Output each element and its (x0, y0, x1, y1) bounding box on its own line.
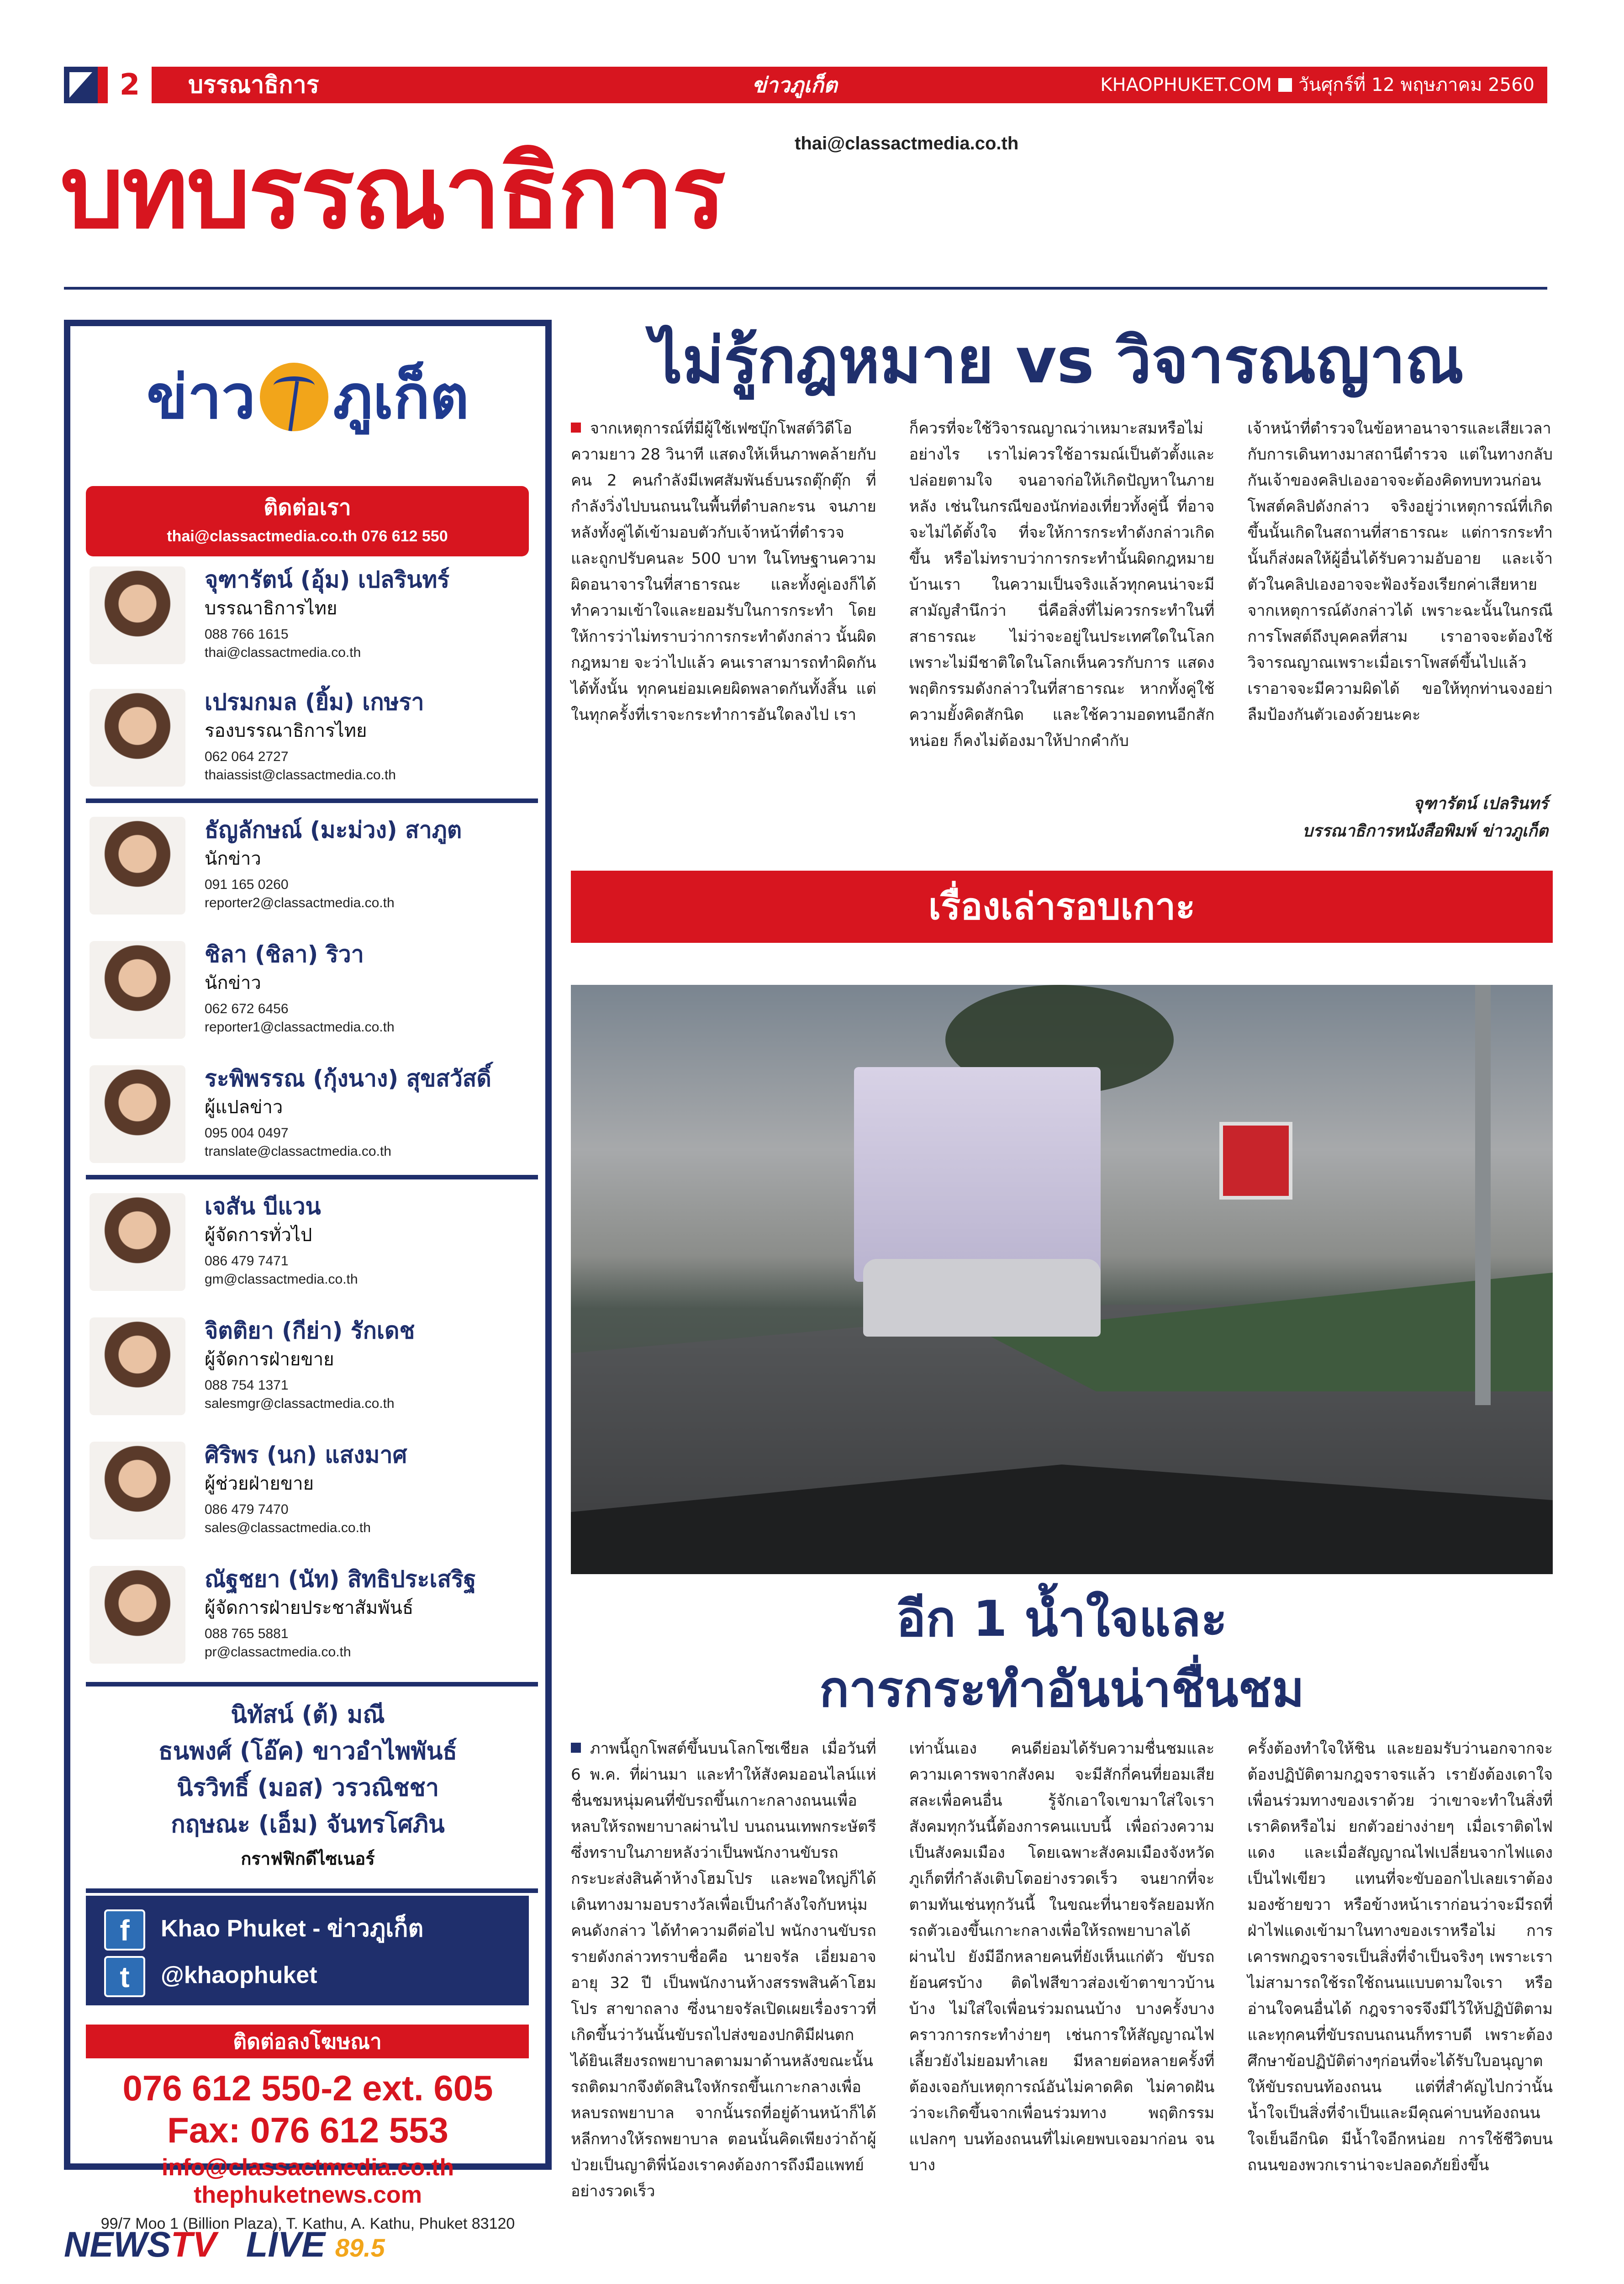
story-column (571, 1736, 876, 2275)
story-section-bar: เรื่องเล่ารอบเกาะ (571, 871, 1553, 943)
social-box (86, 1896, 529, 2005)
editorial-text: จากเหตุการณ์ที่มีผู้ใช้เฟซบุ๊กโพสต์วิดีโอความยาว 28 วินาที แสดงให้เห็นภาพคล้ายกับคน 2 คนกำลังมีเพศสัมพันธ์บนรถตุ๊กตุ๊ก ที่กำลังวิ่งไปบนถนนในพื้นที่ตำบลกะรน จนภายหลังทั้งคู่ได้เข้ามอบตัวกับเจ้าหน้าที่ตำรวจ และถูกปรับคนละ 500 บาท ในโทษฐานความผิดอนาจารในที่สาธารณะ และทั้งคู่เองก็ได้ทำความเข้าใจและยอมรับในการกระทำ โดยให้การว่าไม่ทราบว่าการกระทำดังกล่าว นั้นผิดกฎหมาย จะว่าไปแล้ว คนเราสามารถทำผิดกันได้ทั้งนั้น ทุกคนย่อมเคยผิดพลาดกันทั้งสิ้น แต่ในทุกครั้งที่เราจะกระทำการอันใดลงไป เรา (571, 419, 876, 724)
contact-line[interactable]: thai@classactmedia.co.th 076 612 550 (167, 528, 448, 545)
signature-role: บรรณาธิการหนังสือพิมพ์ ข่าวภูเก็ต (1302, 822, 1548, 841)
staff-role: ผู้จัดการฝ่ายขาย (205, 1349, 334, 1370)
staff-role: ผู้จัดการฝ่ายประชาสัมพันธ์ (205, 1597, 414, 1618)
twitter-link[interactable] (104, 1952, 317, 1998)
twitter-label: @khaophuket (161, 1962, 317, 1988)
editorial-title: ไม่รู้กฎหมาย vs วิจารณญาณ (650, 324, 1464, 397)
photo-pole (1475, 985, 1491, 1405)
staff-card (86, 1564, 538, 1672)
navy-bullet-icon (571, 1743, 581, 1753)
staff-role: บรรณาธิการไทย (205, 598, 337, 619)
page-number: 2 (108, 67, 152, 103)
staff-divider (86, 798, 538, 803)
staff-phone: 088 754 1371 (205, 1378, 289, 1393)
photo-store-sign (1219, 1122, 1292, 1200)
editorial-column: ก็ควรที่จะใช้วิจารณญาณว่าเหมาะสมหรือไม่ อย่างไร เราไม่ควรใช้อารมณ์เป็นตัวตั้งและปล่อยตามใจ จนอาจก่อให้เกิดปัญหาในภายหลัง เช่นในกรณีของนักท่องเที่ยวทั้งคู่นี้ ที่อาจจะไม่ได้ตั้งใจ ที่จะให้การกระทำดังกล่าวเกิดขึ้น หรือไม่ทราบว่าการกระทำนั้นผิดกฎหมายบ้านเรา ในความเป็นจริงแล้วทุกคนน่าจะมีสามัญสำนึกว่า นี่คือสิ่งที่ไม่ควรกระทำในที่สาธารณะ ไม่ว่าจะอยู่ในประเทศใดในโลก เพราะไม่มีชาติใดในโลกเห็นควรกับการ แสดงพฤติกรรมดังกล่าวในที่สาธารณะ หากทั้งคู่ใช้ความยั้งคิดสักนิด และใช้ความอดทนอีกสักหน่อย ก็คงไม่ต้องมาให้ปากคำกับ (909, 419, 1215, 750)
designer-name: ธนพงศ์ (โอ๊ค) ขาวอำไพพันธ์ (158, 1738, 457, 1765)
masthead-logo: ข่าวภูเก็ต (752, 73, 838, 97)
editorial-column: เจ้าหน้าที่ตำรวจในข้อหาอนาจารและเสียเวลากับการเดินทางมาสถานีตำรวจ แต่ในทางกลับกันเจ้าของคลิปเองอาจจะต้องคิดทบทวนก่อนโพสต์คลิปดังกล่าว จริงอยู่ว่าเหตุการณ์ที่เกิดขึ้นนั้นเกิดในสถานที่สาธารณะ แต่การกระทำนั้นก็ส่งผลให้ผู้อื่นได้รับความอับอาย และเจ้าตัวในคลิปเองอาจจะฟ้องร้องเรียกค่าเสียหายจากเหตุการณ์ดังกล่าวได้ เพราะฉะนั้นในกรณีการโพสต์ถึงบุคคลที่สาม เราอาจจะต้องใช้วิจารณญาณเพราะเมื่อเราโพสต์ขึ้นไปแล้ว เราอาจจะมีความผิดได้ ขอให้ทุกท่านจงอย่าลืมป้องกันตัวเองด้วยนะคะ (1247, 419, 1553, 724)
staff-email[interactable]: thai@classactmedia.co.th (205, 645, 361, 660)
site-date (1100, 67, 1534, 103)
story-body (571, 1736, 1553, 2275)
contact-box (86, 486, 529, 556)
staff-name: จุฑารัตน์ (อุ้ม) เปลรินทร์ (205, 566, 450, 593)
live-text: LIVE (246, 2224, 326, 2264)
staff-photo (90, 1566, 185, 1664)
designer-name: นิรวิทธิ์ (มอส) วรวณิชชา (176, 1774, 439, 1802)
live-frequency: 89.5 (335, 2233, 385, 2262)
contact-heading: ติดต่อเรา (264, 495, 351, 520)
staff-role: นักข่าว (205, 848, 261, 869)
live-radio-logo (246, 2224, 385, 2268)
story-title-line2: การกระทำอันน่าชื่นชม (819, 1661, 1305, 1718)
square-separator-icon (1278, 78, 1292, 92)
khaophuket-logo (70, 352, 545, 443)
ads-heading: ติดต่อลงโฆษณา (86, 2025, 529, 2058)
designer-caption: กราฟฟิกดีไซเนอร์ (241, 1849, 375, 1869)
story-title (571, 1584, 1553, 1725)
photo-truck (854, 1067, 1101, 1282)
staff-name: เปรมกมล (ยิ้ม) เกษรา (205, 689, 424, 715)
facebook-link[interactable] (104, 1906, 423, 1951)
facebook-label: Khao Phuket - ข่าวภูเก็ต (161, 1915, 424, 1942)
staff-role: นักข่าว (205, 973, 261, 994)
palm-sun-icon (260, 363, 328, 431)
staff-divider (86, 1682, 538, 1687)
staff-name: ศิริพร (นก) แสงมาศ (205, 1442, 407, 1468)
editor-email[interactable]: thai@classactmedia.co.th (795, 133, 1019, 153)
office-address: 99/7 Moo 1 (Billion Plaza), T. Kathu, A. Kathu, Phuket 83120 (100, 2215, 515, 2232)
staff-email[interactable]: reporter1@classactmedia.co.th (205, 1020, 395, 1035)
staff-card (86, 687, 538, 795)
staff-photo (90, 1193, 185, 1291)
staff-email[interactable]: reporter2@classactmedia.co.th (205, 895, 395, 910)
ads-phone[interactable]: 076 612 550-2 ext. 605 (122, 2068, 493, 2108)
story-photo (571, 985, 1553, 1574)
staff-role: ผู้จัดการทั่วไป (205, 1225, 312, 1246)
staff-photo (90, 1442, 185, 1539)
staff-role: ผู้ช่วยฝ่ายขาย (205, 1473, 314, 1494)
red-bullet-icon (571, 423, 581, 433)
staff-phone: 086 479 7471 (205, 1253, 289, 1269)
staff-name: ระพิพรรณ (กุ้งนาง) สุขสวัสดิ์ (205, 1065, 491, 1092)
signature-name: จุฑารัตน์ เปลรินทร์ (1413, 794, 1548, 813)
issue-date: วันศุกร์ที่ 12 พฤษภาคม 2560 (1298, 74, 1534, 95)
ads-website[interactable]: thephuketnews.com (194, 2182, 422, 2208)
story-text: ภาพนี้ถูกโพสต์ขึ้นบนโลกโซเชียล เมื่อวันที่ 6 พ.ค. ที่ผ่านมา และทำให้สังคมออนไลน์แห่ชื่นชมหนุ่มคนที่ขับรถขึ้นเกาะกลางถนนเพื่อหลบให้รถพยาบาลผ่านไป บนถนนเทพกระษัตรี ซึ่งทราบในภายหลังว่าเป็นพนักงานขับรถกระบะส่งสินค้าห้างโฮมโปร และพอใหญ่ก็ได้เดินทางมามอบรางวัลเพื่อเป็นกำลังใจกับหนุ่มคนดังกล่าว ได้ทำความดีต่อไป พนักงานขับรถรายดังกล่าวทราบชื่อคือ นายจรัล เอี่ยมอาจ อายุ 32 ปี เป็นพนักงานห้างสรรพสินค้าโฮมโปร สาขาถลาง ซึ่งนายจรัลเปิดเผยเรื่องราวที่เกิดขึ้นว่าวันนั้นขับรถไปส่งของปกติมีฝนตกได้ยินเสียงรถพยาบาลตามมาด้านหลังขณะนั้นรถติดมากจึงตัดสินใจหักรถขึ้นเกาะกลางเพื่อหลบรถพยาบาล จากนั้นรถที่อยู่ด้านหน้าก็ได้หลีกทางให้รถพยาบาล ตอนนั้นคิดเพียงว่าถ้าผู้ป่วยเป็นญาติพี่น้องเราคงต้องการถึงมือแพทย์อย่างรวดเร็ว (571, 1739, 876, 2200)
ads-email[interactable]: info@classactmedia.co.th (161, 2154, 454, 2181)
designer-list (70, 1697, 545, 1875)
staff-divider (86, 1175, 538, 1179)
staff-card (86, 1316, 538, 1423)
section-label: บรรณาธิการ (188, 71, 319, 99)
editorial-signature (1302, 790, 1548, 845)
story-column: เท่านั้นเอง คนดีย่อมได้รับความชื่นชมและความเคารพจากสังคม จะมีสักกี่คนที่ยอมเสียสละเพื่อคนอื่น รู้จักเอาใจเขามาใส่ใจเรา สังคมทุกวันนี้ต้องการคนแบบนี้ เพื่อถ่วงความเป็นสังคมเมือง โดยเฉพาะสังคมเมืองจังหวัดภูเก็ตที่กำลังเติบโตอย่างรวดเร็ว จนยากที่จะตามทันเช่นทุกวันนี้ ในขณะที่นายจรัลยอมหักรถตัวเองขึ้นเกาะกลางเพื่อให้รถพยาบาลได้ผ่านไป ยังมีอีกหลายคนที่ยังเห็นแก่ตัว ขับรถย้อนศรบ้าง ติดไฟสีขาวส่องเข้าตาขาวบ้านบ้าง ไม่ใส่ใจเพื่อนร่วมถนนบ้าง บางครั้งบางคราวการกระทำง่ายๆ เช่นการให้สัญญาณไฟเลี้ยวยังไม่ยอมทำเลย มีหลายต่อหลายครั้งที่ต้องเจอกับเหตุการณ์อันไม่คาดคิด ไม่คาดฝันว่าจะเกิดขึ้นจากเพื่อนร่วมทาง พฤติกรรมแปลกๆ บนท้องถนนที่ไม่เคยพบเจอมาก่อน จนบาง (909, 1739, 1215, 2174)
facebook-icon: f (104, 1909, 145, 1951)
staff-card (86, 939, 538, 1047)
story-title-line1: อีก 1 น้ำใจและ (896, 1591, 1228, 1648)
staff-card (86, 565, 538, 672)
footer-logos (64, 2224, 385, 2265)
staff-photo (90, 689, 185, 787)
staff-divider (86, 1888, 538, 1893)
ads-fax: Fax: 076 612 553 (167, 2110, 448, 2150)
staff-email[interactable]: salesmgr@classactmedia.co.th (205, 1396, 395, 1411)
staff-email[interactable]: sales@classactmedia.co.th (205, 1520, 371, 1535)
staff-phone: 062 064 2727 (205, 749, 289, 764)
staff-phone: 088 766 1615 (205, 627, 289, 642)
staff-photo (90, 1065, 185, 1163)
staff-name: จิตติยา (กีย่า) รักเดช (205, 1317, 415, 1344)
corner-mark (64, 67, 98, 103)
staff-name: ณัฐชยา (นัท) สิทธิประเสริฐ (205, 1566, 476, 1592)
staff-photo (90, 1317, 185, 1415)
editorial-body (571, 416, 1553, 799)
staff-email[interactable]: translate@classactmedia.co.th (205, 1144, 391, 1159)
staff-role: ผู้แปลข่าว (205, 1097, 283, 1118)
site-name[interactable]: KHAOPHUKET.COM (1100, 74, 1272, 95)
staff-card (86, 1063, 538, 1171)
staff-photo (90, 941, 185, 1039)
staff-phone: 091 165 0260 (205, 877, 289, 892)
staff-role: รองบรรณาธิการไทย (205, 720, 367, 741)
newstv-logo (64, 2224, 216, 2265)
staff-card (86, 1440, 538, 1548)
logo-text-left: ข่าว (146, 362, 256, 433)
staff-phone: 086 479 7470 (205, 1502, 289, 1517)
staff-name: เจสัน บีแวน (205, 1193, 321, 1220)
staff-sidebar (64, 320, 552, 2232)
staff-photo (90, 566, 185, 664)
staff-name: ชิลา (ชิลา) ริวา (205, 941, 364, 968)
staff-phone: 088 765 5881 (205, 1626, 289, 1641)
staff-card (86, 1191, 538, 1299)
staff-phone: 062 672 6456 (205, 1001, 289, 1016)
staff-card (86, 815, 538, 923)
staff-phone: 095 004 0497 (205, 1126, 289, 1141)
staff-photo (90, 817, 185, 915)
header-divider (64, 287, 1547, 290)
staff-email[interactable]: pr@classactmedia.co.th (205, 1644, 351, 1660)
newstv-text: NEWS (64, 2224, 171, 2264)
page-title: บทบรรณาธิการ (60, 134, 724, 251)
photo-truck-cab (863, 1259, 1101, 1337)
editorial-column (571, 416, 876, 799)
designer-name: กฤษณะ (เอ็ม) จันทรโศภิน (171, 1811, 445, 1838)
twitter-icon: t (104, 1956, 145, 1997)
staff-email[interactable]: thaiassist@classactmedia.co.th (205, 767, 396, 782)
designer-name: นิทัสน์ (ต้) มณี (231, 1701, 385, 1729)
logo-text-right: ภูเก็ต (333, 362, 469, 433)
staff-name: ธัญลักษณ์ (มะม่วง) สาภูต (205, 817, 462, 843)
story-column: ครั้งต้องทำใจให้ชิน และยอมรับว่านอกจากจะต้องปฏิบัติตามกฎจราจรแล้ว เรายังต้องเดาใจเพื่อนร่วมทางของเราด้วย ว่าเขาจะทำในสิ่งที่เราคิดหรือไม่ ยกตัวอย่างง่ายๆ เมื่อเราติดไฟแดง และเมื่อสัญญาณไฟเปลี่ยนจากไฟแดงเป็นไฟเขียว แทนที่จะขับออกไปเลยเราต้องมองซ้ายขวา หรือข้างหน้าเราก่อนว่าจะมีรถที่ฝ่าไฟแดงเข้ามาในทางของเราหรือไม่ การเคารพกฎจราจรเป็นสิ่งที่จำเป็นจริงๆ เพราะเราไม่สามารถใช้รถใช้ถนนแบบตามใจเรา หรืออ่านใจคนอื่นได้ กฎจราจรจึงมีไว้ให้ปฏิบัติตาม และทุกคนที่ขับรถบนถนนก็ทราบดี เพราะต้องศึกษาข้อปฏิบัติต่างๆก่อนที่จะได้รับใบอนุญาตให้ขับรถบนท้องถนน แต่ที่สำคัญไปกว่านั้น น้ำใจเป็นสิ่งที่จำเป็นและมีคุณค่าบนท้องถนน ใจเย็นอีกนิด มีน้ำใจอีกหน่อย การใช้ชีวิตบนถนนของพวกเราน่าจะปลอดภัยยิ่งขึ้น (1247, 1739, 1553, 2174)
staff-email[interactable]: gm@classactmedia.co.th (205, 1272, 358, 1287)
newstv-accent: TV (171, 2224, 216, 2264)
